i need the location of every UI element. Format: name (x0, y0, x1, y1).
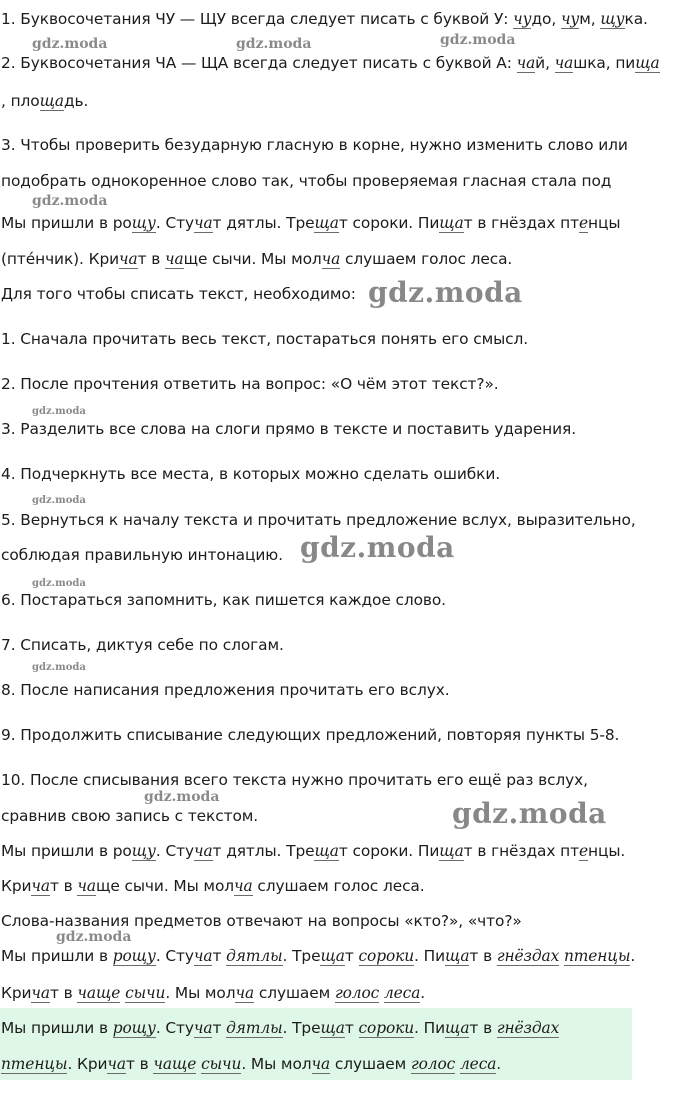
marked-fragment: ща (39, 92, 64, 110)
marked-fragment: ща (445, 1019, 470, 1037)
marked-fragment: птенцы (1, 1055, 68, 1073)
marked-fragment: ча (165, 250, 184, 268)
text-fragment: . Сту (155, 947, 194, 965)
step-3: 3. Разделить все слова на слоги прямо в тексте и поставить ударения. (1, 420, 576, 438)
marked-fragment: ща (445, 947, 470, 965)
text-fragment: т сороки. Пи (338, 842, 440, 860)
text2-line2 (1, 875, 676, 897)
copy-intro: Для того чтобы списать текст, необходимо: (1, 285, 356, 303)
text-fragment: Мы пришли в ро (1, 842, 132, 860)
step-9: 9. Продолжить списывание следующих предложений, повторяя пункты 5-8. (1, 726, 620, 744)
marked-fragment: гнёздах (496, 947, 560, 965)
marked-fragment: у (522, 10, 532, 28)
marked-fragment: чаще (77, 984, 121, 1002)
step-8: 8. После написания предложения прочитать его вслух. (1, 681, 450, 699)
text-fragment: . Тре (282, 947, 321, 965)
text-fragment: т дятлы. Тре (212, 842, 315, 860)
text-fragment: т в (469, 947, 497, 965)
marked-fragment: ча (311, 1055, 331, 1073)
final-line2 (1, 1053, 676, 1075)
step-5-continued: соблюдая правильную интонацию. (1, 546, 283, 564)
marked-fragment: ч (513, 10, 523, 28)
marked-fragment: ща (635, 54, 660, 72)
nouns-intro: Слова-названия предметов отвечают на вопросы «кто?», «что?» (1, 912, 522, 930)
watermark-small: gdz.moda (32, 406, 86, 417)
marked-fragment: ча (77, 877, 96, 895)
marked-fragment: ща (439, 214, 464, 232)
step-5: 5. Вернуться к началу текста и прочитать предложение вслух, выразительно, (1, 511, 636, 529)
step-2: 2. После прочтения ответить на вопрос: «О чём этот текст?». (1, 375, 499, 393)
text-fragment: . (630, 947, 636, 965)
watermark-large: gdz.moda (452, 797, 607, 830)
text-fragment: т в гнёздах пт (463, 842, 579, 860)
text-fragment: т (344, 947, 359, 965)
watermark: gdz.moda (32, 193, 108, 209)
marked-fragment: ща (439, 842, 464, 860)
step-1: 1. Сначала прочитать весь текст, постараться понять его смысл. (1, 330, 529, 348)
text-fragment: . (496, 1055, 502, 1073)
rule-3-line1: 3. Чтобы проверить безударную гласную в корне, нужно изменить слово или (1, 136, 628, 154)
marked-fragment: ча (119, 250, 138, 268)
text-fragment: т (212, 947, 227, 965)
text-fragment: шка, пи (573, 54, 636, 72)
marked-fragment: дятлы (226, 1019, 283, 1037)
watermark-small: gdz.moda (32, 578, 86, 589)
step-7: 7. Списать, диктуя себе по слогам. (1, 636, 284, 654)
text-fragment: м, (579, 10, 601, 28)
marked-fragment: ча (554, 54, 574, 72)
text-fragment: . Сту (155, 214, 194, 232)
text3-line2 (1, 982, 676, 1004)
text-fragment: т в (49, 877, 78, 895)
text1-line1 (1, 212, 676, 234)
watermark: gdz.moda (440, 32, 516, 48)
text-fragment: , пло (1, 92, 40, 110)
text-fragment: Мы пришли в (1, 1019, 113, 1037)
text-fragment: т (212, 1019, 227, 1037)
text-fragment: дь. (64, 92, 89, 110)
marked-fragment: сычи (201, 1055, 242, 1073)
text3-line1 (1, 945, 676, 967)
text-fragment: . Пи (414, 1019, 446, 1037)
text-fragment: . Мы мол (241, 1055, 312, 1073)
rule-cha-sha-continued (1, 90, 676, 112)
marked-fragment: ча (193, 1019, 213, 1037)
text-fragment: . Пи (414, 947, 446, 965)
text-fragment: Мы пришли в (1, 947, 113, 965)
watermark: gdz.moda (56, 929, 132, 945)
marked-fragment: щу (600, 10, 625, 28)
marked-fragment: голос (334, 984, 380, 1002)
marked-fragment: ча (321, 250, 341, 268)
text-fragment: слушаем (254, 984, 335, 1002)
marked-fragment: ча (193, 947, 213, 965)
text-fragment: 1. Буквосочетания ЧУ — ЩУ всегда следует писать с буквой У: (1, 10, 514, 28)
marked-fragment: рощу (112, 1019, 156, 1037)
marked-fragment: ча (234, 877, 253, 895)
text-fragment: ка. (624, 10, 648, 28)
text-fragment: . (420, 984, 426, 1002)
text-fragment: Мы пришли в ро (1, 214, 132, 232)
text-fragment: т сороки. Пи (338, 214, 440, 232)
text-fragment: . Сту (155, 1019, 194, 1037)
marked-fragment: леса (383, 984, 421, 1002)
marked-fragment: ча (193, 842, 213, 860)
marked-fragment: чу (560, 10, 580, 28)
marked-fragment: щу (131, 842, 156, 860)
watermark: gdz.moda (236, 36, 312, 52)
text-fragment: . Сту (155, 842, 194, 860)
rule-chu-shu (1, 8, 676, 30)
step-10-continued: сравнив свою запись с текстом. (1, 807, 259, 825)
text-fragment: т в гнёздах пт (463, 214, 579, 232)
marked-fragment: ро (112, 947, 132, 965)
text-fragment: (птéнчик). Кри (1, 250, 120, 268)
marked-fragment: сороки (358, 947, 415, 965)
marked-fragment: дятлы (226, 947, 283, 965)
text-fragment: ще сычи. Мы мол (95, 877, 234, 895)
final-line1 (1, 1017, 676, 1039)
text-fragment: до, (531, 10, 561, 28)
marked-fragment: ча (31, 984, 50, 1002)
text-fragment: . Тре (282, 1019, 321, 1037)
marked-fragment: ча (107, 1055, 126, 1073)
text-fragment: й, (535, 54, 555, 72)
marked-fragment: сороки (358, 1019, 415, 1037)
text-fragment: 2. Буквосочетания ЧА — ЩА всегда следует писать с буквой А: (1, 54, 517, 72)
text-fragment: т дятлы. Тре (212, 214, 315, 232)
text-fragment: Кри (1, 877, 32, 895)
marked-fragment: щу (131, 214, 156, 232)
text-fragment: т (344, 1019, 359, 1037)
marked-fragment: гнёздах (496, 1019, 560, 1037)
rule-cha-sha (1, 52, 676, 74)
text-fragment: нцы. (588, 842, 626, 860)
marked-fragment: ща (320, 1019, 345, 1037)
rule-3-line2: подобрать однокоренное слово так, чтобы проверяемая гласная стала под (1, 172, 612, 190)
watermark: gdz.moda (144, 789, 220, 805)
marked-fragment: ча (193, 214, 213, 232)
watermark: gdz.moda (32, 36, 108, 52)
step-6: 6. Постараться запомнить, как пишется каждое слово. (1, 591, 446, 609)
text2-line1 (1, 840, 676, 862)
marked-fragment: ща (314, 214, 339, 232)
watermark-large: gdz.moda (300, 531, 455, 564)
marked-fragment: ча (31, 877, 50, 895)
watermark-large: gdz.moda (368, 276, 523, 309)
text-fragment: слушаем голос леса. (252, 877, 425, 895)
marked-fragment: чаще (153, 1055, 197, 1073)
step-10: 10. После списывания всего текста нужно прочитать его ещё раз вслух, (1, 771, 588, 789)
text-fragment: . Кри (67, 1055, 108, 1073)
marked-fragment: голос (410, 1055, 456, 1073)
text-fragment: т в (137, 250, 166, 268)
marked-fragment: ща (320, 947, 345, 965)
watermark-small: gdz.moda (32, 495, 86, 506)
marked-fragment: сычи (125, 984, 166, 1002)
marked-fragment: е (578, 842, 588, 860)
marked-fragment: ча (516, 54, 536, 72)
text-fragment: т в (469, 1019, 497, 1037)
text-fragment: слушаем (330, 1055, 411, 1073)
text1-line2 (1, 248, 676, 270)
text-fragment: т в (125, 1055, 154, 1073)
marked-fragment: ща (314, 842, 339, 860)
watermark-small: gdz.moda (32, 662, 86, 673)
text-fragment: нцы (588, 214, 621, 232)
text-fragment: ще сычи. Мы мол (183, 250, 322, 268)
marked-fragment: е (578, 214, 588, 232)
text-fragment: Кри (1, 984, 32, 1002)
marked-fragment: птенцы (563, 947, 631, 965)
marked-fragment: ча (235, 984, 255, 1002)
step-4: 4. Подчеркнуть все места, в которых можно сделать ошибки. (1, 465, 501, 483)
marked-fragment: леса (459, 1055, 497, 1073)
text-fragment: слушаем голос леса. (340, 250, 513, 268)
text-fragment: т в (49, 984, 78, 1002)
marked-fragment: щу (132, 947, 156, 967)
text-fragment: . Мы мол (165, 984, 236, 1002)
